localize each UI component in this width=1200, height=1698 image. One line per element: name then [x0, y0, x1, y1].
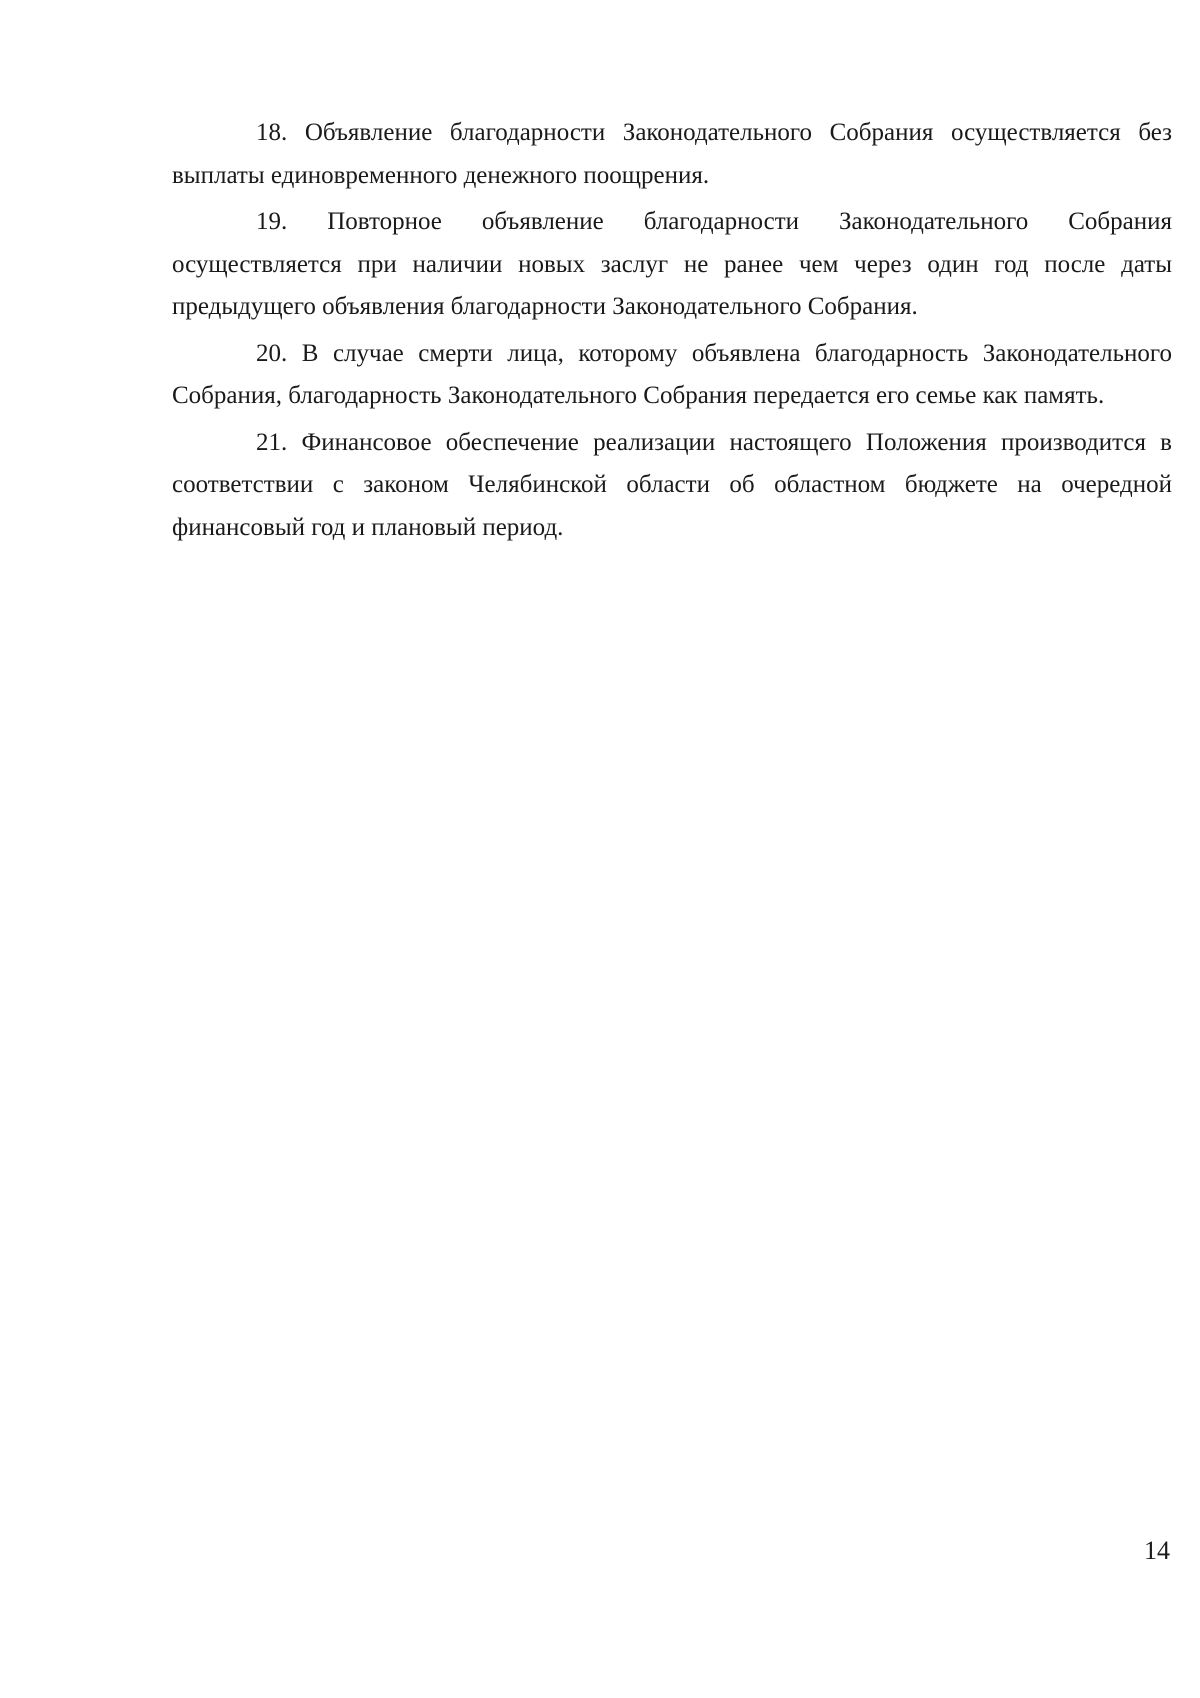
- paragraph-20: 20. В случае смерти лица, которому объявлена благодарность Законодательного Собрания, благодарность Законодательного Собрания передается его семье как память.: [172, 339, 1172, 409]
- paragraph-19: 19. Повторное объявление благодарности Законодательного Собрания осуществляется при наличии новых заслуг не ранее чем через один год после даты предыдущего объявления благодарности Законодательного Собрания.: [172, 208, 1172, 320]
- document-body: [172, 112, 1172, 553]
- page-number: 14: [1144, 1536, 1170, 1565]
- paragraph-18: 18. Объявление благодарности Законодательного Собрания осуществляется без выплаты единовременного денежного поощрения.: [172, 119, 1172, 189]
- paragraph-21: 21. Финансовое обеспечение реализации настоящего Положения производится в соответствии с законом Челябинской области об областном бюджете на очередной финансовый год и плановый период.: [172, 428, 1172, 541]
